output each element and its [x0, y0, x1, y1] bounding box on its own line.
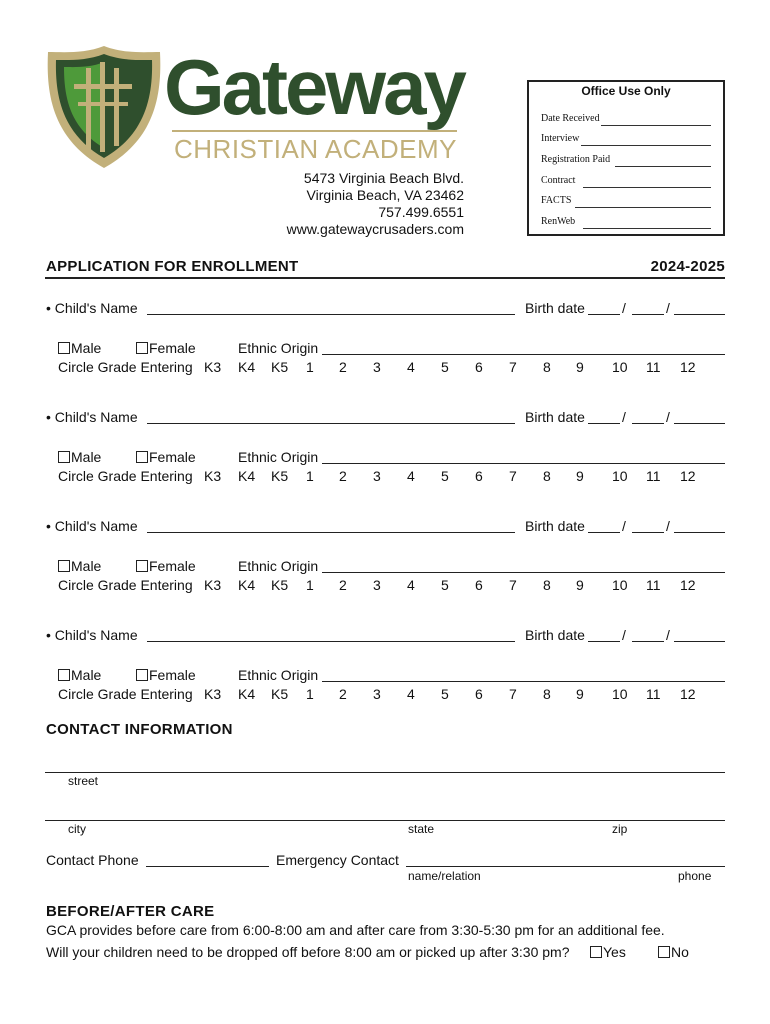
grade-option[interactable]: 2: [339, 468, 347, 484]
grade-option[interactable]: K4: [238, 577, 256, 593]
grade-option[interactable]: 10: [612, 577, 628, 593]
school-name-main: Gateway: [164, 43, 464, 131]
grade-option[interactable]: 6: [475, 468, 483, 484]
office-renweb-field[interactable]: [583, 228, 711, 229]
male-option[interactable]: Male: [58, 558, 101, 574]
office-facts: FACTS: [541, 195, 572, 206]
contact-phone-field[interactable]: [146, 866, 269, 867]
grade-option[interactable]: K5: [271, 577, 289, 593]
childs-name-label: • Child's Name: [46, 518, 138, 534]
date-slash: /: [622, 627, 626, 643]
grade-option[interactable]: 2: [339, 359, 347, 375]
birth-day-field[interactable]: [632, 314, 664, 315]
grade-option[interactable]: K5: [271, 686, 289, 702]
grade-option[interactable]: 5: [441, 359, 449, 375]
name-relation-label: name/relation: [408, 869, 481, 883]
birth-day-field[interactable]: [632, 532, 664, 533]
grade-option[interactable]: K4: [238, 468, 256, 484]
phone-small-label: phone: [678, 869, 712, 883]
childs-name-label: • Child's Name: [46, 409, 138, 425]
grade-option[interactable]: 10: [612, 686, 628, 702]
grade-option[interactable]: 10: [612, 468, 628, 484]
date-slash: /: [666, 627, 670, 643]
grade-option[interactable]: 3: [373, 359, 381, 375]
ethnic-origin-field[interactable]: [322, 572, 725, 573]
address-website[interactable]: www.gatewaycrusaders.com: [286, 221, 464, 237]
grade-option[interactable]: 8: [543, 359, 551, 375]
address-line-1: 5473 Virginia Beach Blvd.: [303, 170, 464, 186]
grade-option[interactable]: 11: [646, 577, 661, 593]
office-facts-field[interactable]: [575, 207, 711, 208]
grade-option[interactable]: 3: [373, 468, 381, 484]
birth-day-field[interactable]: [632, 423, 664, 424]
grade-option[interactable]: 3: [373, 686, 381, 702]
grade-label: Circle Grade Entering: [58, 577, 193, 593]
grade-option[interactable]: 2: [339, 577, 347, 593]
grade-option[interactable]: 9: [576, 468, 584, 484]
office-registration-field[interactable]: [615, 166, 711, 167]
childs-name-label: • Child's Name: [46, 627, 138, 643]
shield-icon: [44, 44, 164, 170]
grade-option[interactable]: 7: [509, 686, 517, 702]
street-label: street: [68, 774, 99, 788]
checkbox-female[interactable]: [136, 342, 148, 354]
grade-option[interactable]: 8: [543, 577, 551, 593]
office-interview: Interview: [541, 133, 580, 144]
grade-option[interactable]: 4: [407, 577, 415, 593]
grade-option[interactable]: 1: [306, 686, 314, 702]
grade-option[interactable]: 6: [475, 686, 483, 702]
grade-option[interactable]: 9: [576, 359, 584, 375]
ethnic-origin-label: Ethnic Origin: [238, 667, 319, 683]
childs-name-field[interactable]: [147, 532, 515, 533]
grade-option[interactable]: 5: [441, 468, 449, 484]
date-slash: /: [622, 409, 626, 425]
grade-option[interactable]: 5: [441, 577, 449, 593]
grade-option[interactable]: 5: [441, 686, 449, 702]
grade-option[interactable]: K4: [238, 359, 256, 375]
grade-option[interactable]: 11: [646, 468, 661, 484]
care-description: GCA provides before care from 6:00-8:00 am and after care from 3:30-5:30 pm for an additional fee.: [46, 922, 665, 938]
grade-option[interactable]: 1: [306, 468, 314, 484]
grade-option[interactable]: K3: [204, 686, 222, 702]
street-field[interactable]: [45, 772, 725, 773]
date-slash: /: [622, 518, 626, 534]
birth-date-label: Birth date: [525, 409, 585, 425]
grade-option[interactable]: 4: [407, 468, 415, 484]
grade-option[interactable]: 6: [475, 577, 483, 593]
yes-option[interactable]: Yes: [590, 944, 626, 960]
address-phone: 757.499.6551: [378, 204, 464, 220]
grade-option[interactable]: 9: [576, 577, 584, 593]
zip-label: zip: [612, 822, 628, 836]
childs-name-field[interactable]: [147, 641, 515, 642]
birth-day-field[interactable]: [632, 641, 664, 642]
grade-option[interactable]: 10: [612, 359, 628, 375]
grade-option[interactable]: K3: [204, 577, 222, 593]
grade-option[interactable]: 3: [373, 577, 381, 593]
state-label: state: [408, 822, 435, 836]
grade-option[interactable]: K5: [271, 359, 289, 375]
date-slash: /: [666, 300, 670, 316]
checkbox-yes[interactable]: [590, 946, 602, 958]
date-slash: /: [666, 518, 670, 534]
grade-option[interactable]: 7: [509, 577, 517, 593]
grade-label: Circle Grade Entering: [58, 468, 193, 484]
childs-name-field[interactable]: [147, 423, 515, 424]
city-label: city: [68, 822, 86, 836]
checkbox-male[interactable]: [58, 342, 70, 354]
date-slash: /: [666, 409, 670, 425]
grade-option[interactable]: 7: [509, 468, 517, 484]
grade-option[interactable]: 6: [475, 359, 483, 375]
checkbox-female[interactable]: [136, 451, 148, 463]
grade-option[interactable]: 8: [543, 686, 551, 702]
checkbox-male[interactable]: [58, 560, 70, 572]
birth-year-field[interactable]: [674, 532, 725, 533]
school-name-sub: CHRISTIAN ACADEMY: [174, 134, 457, 164]
grade-option[interactable]: K3: [204, 359, 222, 375]
office-contract: Contract: [541, 175, 576, 186]
contact-heading: CONTACT INFORMATION: [46, 721, 233, 738]
checkbox-female[interactable]: [136, 560, 148, 572]
title-divider: [45, 277, 725, 279]
female-option[interactable]: Female: [136, 449, 196, 465]
grade-option[interactable]: 8: [543, 468, 551, 484]
grade-option[interactable]: 9: [576, 686, 584, 702]
office-renweb: RenWeb: [541, 216, 576, 227]
office-use-title: Office Use Only: [581, 84, 671, 98]
checkbox-male[interactable]: [58, 669, 70, 681]
grade-label: Circle Grade Entering: [58, 359, 193, 375]
no-option[interactable]: No: [658, 944, 689, 960]
ethnic-origin-label: Ethnic Origin: [238, 340, 319, 356]
school-year: 2024-2025: [650, 258, 725, 275]
office-date-received: Date Received: [541, 113, 600, 124]
birth-year-field[interactable]: [674, 314, 725, 315]
grade-option[interactable]: 12: [680, 686, 696, 702]
contact-phone-label: Contact Phone: [46, 852, 139, 868]
grade-option[interactable]: K4: [238, 686, 256, 702]
childs-name-field[interactable]: [147, 314, 515, 315]
birth-date-label: Birth date: [525, 627, 585, 643]
emergency-contact-field[interactable]: [406, 866, 725, 867]
office-contract-field[interactable]: [583, 187, 711, 188]
grade-option[interactable]: K3: [204, 468, 222, 484]
grade-option[interactable]: 1: [306, 359, 314, 375]
female-option[interactable]: Female: [136, 558, 196, 574]
birth-year-field[interactable]: [674, 423, 725, 424]
grade-option[interactable]: 12: [680, 359, 696, 375]
grade-option[interactable]: 1: [306, 577, 314, 593]
grade-option[interactable]: 12: [680, 577, 696, 593]
grade-label: Circle Grade Entering: [58, 686, 193, 702]
female-option[interactable]: Female: [136, 667, 196, 683]
grade-option[interactable]: 11: [646, 686, 661, 702]
grade-option[interactable]: 12: [680, 468, 696, 484]
birth-date-label: Birth date: [525, 518, 585, 534]
emergency-contact-label: Emergency Contact: [276, 852, 399, 868]
birth-month-field[interactable]: [588, 532, 620, 533]
ethnic-origin-label: Ethnic Origin: [238, 449, 319, 465]
birth-month-field[interactable]: [588, 641, 620, 642]
childs-name-label: • Child's Name: [46, 300, 138, 316]
ethnic-origin-field[interactable]: [322, 681, 725, 682]
grade-option[interactable]: 7: [509, 359, 517, 375]
office-date-received-field[interactable]: [601, 125, 711, 126]
male-option[interactable]: Male: [58, 667, 101, 683]
ethnic-origin-field[interactable]: [322, 354, 725, 355]
checkbox-female[interactable]: [136, 669, 148, 681]
male-option[interactable]: Male: [58, 340, 101, 356]
form-title: APPLICATION FOR ENROLLMENT: [46, 258, 299, 275]
birth-month-field[interactable]: [588, 423, 620, 424]
checkbox-no[interactable]: [658, 946, 670, 958]
birth-date-label: Birth date: [525, 300, 585, 316]
birth-month-field[interactable]: [588, 314, 620, 315]
ethnic-origin-label: Ethnic Origin: [238, 558, 319, 574]
female-option[interactable]: Female: [136, 340, 196, 356]
grade-option[interactable]: 4: [407, 359, 415, 375]
checkbox-male[interactable]: [58, 451, 70, 463]
care-question: Will your children need to be dropped off before 8:00 am or picked up after 3:30 pm?: [46, 944, 570, 960]
office-interview-field[interactable]: [581, 145, 711, 146]
male-option[interactable]: Male: [58, 449, 101, 465]
ethnic-origin-field[interactable]: [322, 463, 725, 464]
office-use-box: [527, 80, 725, 236]
address-line-2: Virginia Beach, VA 23462: [306, 187, 464, 203]
grade-option[interactable]: 4: [407, 686, 415, 702]
logo-divider: [172, 130, 457, 132]
date-slash: /: [622, 300, 626, 316]
city-state-zip-field[interactable]: [45, 820, 725, 821]
grade-option[interactable]: K5: [271, 468, 289, 484]
care-heading: BEFORE/AFTER CARE: [46, 903, 215, 920]
grade-option[interactable]: 2: [339, 686, 347, 702]
office-registration-paid: Registration Paid: [541, 154, 611, 165]
birth-year-field[interactable]: [674, 641, 725, 642]
grade-option[interactable]: 11: [646, 359, 661, 375]
